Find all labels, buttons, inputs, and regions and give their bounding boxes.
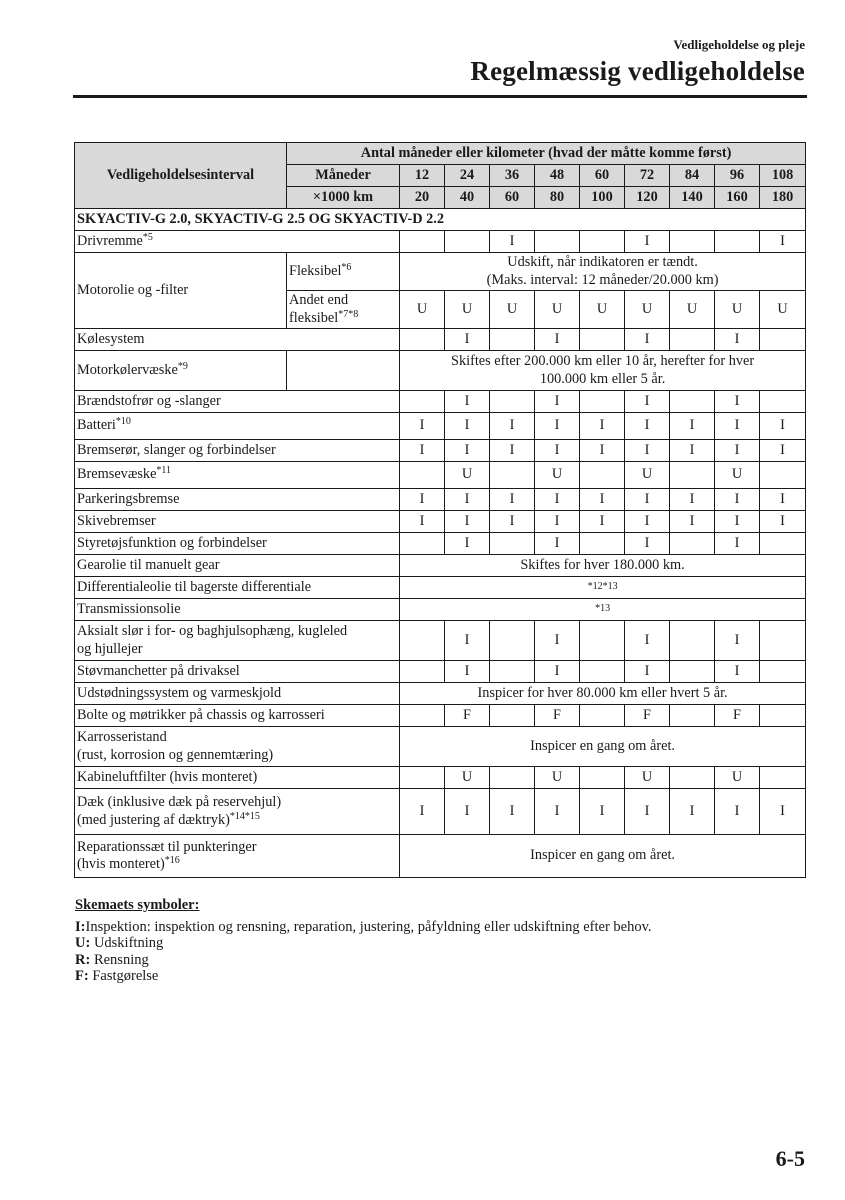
section-title: Vedligeholdelse og pleje	[673, 37, 805, 52]
cell	[535, 231, 580, 253]
cell: I	[445, 391, 490, 413]
cell	[580, 462, 625, 489]
row-label: Transmissionsolie	[75, 599, 400, 621]
cell: U	[445, 291, 490, 329]
cell: U	[715, 291, 760, 329]
table-row	[75, 533, 806, 555]
cell: U	[535, 291, 580, 329]
row-label: Brændstofrør og -slanger	[75, 391, 400, 413]
cell: I	[535, 621, 580, 661]
cell: I	[760, 440, 806, 462]
row-label: Kølesystem	[75, 329, 400, 351]
month-value: 12	[400, 165, 445, 187]
cell: I	[445, 511, 490, 533]
footnote-ref: *11	[156, 465, 172, 477]
cell	[490, 767, 535, 789]
row-label: Karrosseristand (rust, korrosion og gennemtæring)	[75, 727, 400, 767]
cell: I	[625, 391, 670, 413]
cell: I	[625, 413, 670, 440]
cell	[400, 621, 445, 661]
cell: I	[760, 511, 806, 533]
row-label: Motorolie og -filter	[75, 253, 287, 329]
month-value: 84	[670, 165, 715, 187]
cell	[580, 661, 625, 683]
table-row	[75, 705, 806, 727]
cell: F	[445, 705, 490, 727]
cell: I	[445, 661, 490, 683]
cell: I	[715, 661, 760, 683]
cell: I	[535, 329, 580, 351]
month-value: 60	[580, 165, 625, 187]
legend-title: Skemaets symboler:	[75, 897, 200, 913]
cell	[670, 533, 715, 555]
cell: I	[445, 329, 490, 351]
row-label: Kabineluftfilter (hvis monteret)	[75, 767, 400, 789]
row-label: Batteri$^{*10}$	[75, 413, 400, 440]
cell	[400, 329, 445, 351]
cell	[400, 767, 445, 789]
cell: I	[535, 440, 580, 462]
cell: I	[625, 621, 670, 661]
cell	[490, 705, 535, 727]
page-title: Regelmæssig vedligeholdelse	[470, 56, 805, 86]
footnote-ref: *7*8	[338, 308, 359, 320]
cell: U	[400, 291, 445, 329]
cell	[715, 231, 760, 253]
cell: I	[760, 231, 806, 253]
km-value: 100	[580, 187, 625, 209]
km-value: 60	[490, 187, 535, 209]
cell	[760, 767, 806, 789]
km-value: 160	[715, 187, 760, 209]
month-value: 48	[535, 165, 580, 187]
month-value: 36	[490, 165, 535, 187]
engine-section-row	[75, 209, 806, 231]
merged-cell: Skiftes for hver 180.000 km.	[400, 555, 806, 577]
month-value: 108	[760, 165, 806, 187]
legend-item: R: Rensning	[75, 951, 149, 968]
table-row	[75, 621, 806, 661]
table-row	[75, 253, 806, 291]
cell: I	[445, 413, 490, 440]
cell	[490, 661, 535, 683]
cell: U	[715, 767, 760, 789]
cell	[670, 767, 715, 789]
months-km-header: Antal måneder eller kilometer (hvad der måtte komme først)	[287, 143, 806, 165]
cell: I	[670, 789, 715, 835]
cell	[490, 533, 535, 555]
cell: U	[625, 767, 670, 789]
cell: I	[580, 440, 625, 462]
km-value: 40	[445, 187, 490, 209]
cell: I	[490, 440, 535, 462]
empty-cell	[287, 351, 400, 391]
cell	[760, 533, 806, 555]
footnote-ref: *5	[142, 231, 153, 243]
cell: I	[670, 440, 715, 462]
legend-item: U: Udskiftning	[75, 935, 164, 951]
header-rule	[73, 95, 807, 98]
table-row	[75, 577, 806, 599]
cell: I	[715, 329, 760, 351]
cell	[670, 621, 715, 661]
cell: I	[715, 533, 760, 555]
table-row	[75, 351, 806, 391]
maintenance-schedule-table	[74, 142, 806, 878]
cell: F	[715, 705, 760, 727]
footnote-cell: *13	[400, 599, 806, 621]
km-value: 140	[670, 187, 715, 209]
cell	[400, 391, 445, 413]
cell	[760, 329, 806, 351]
cell: I	[445, 489, 490, 511]
merged-cell: Skiftes efter 200.000 km eller 10 år, herefter for hver 100.000 km eller 5 år.	[400, 351, 806, 391]
cell: I	[490, 231, 535, 253]
header-row-top	[75, 143, 806, 165]
cell: I	[715, 621, 760, 661]
cell	[580, 231, 625, 253]
row-label: Bolte og møtrikker på chassis og karrosseri	[75, 705, 400, 727]
footnote-cell: *12*13	[400, 577, 806, 599]
cell: I	[715, 391, 760, 413]
cell: U	[760, 291, 806, 329]
merged-cell: Inspicer en gang om året.	[400, 835, 806, 878]
cell: I	[535, 511, 580, 533]
cell: U	[445, 462, 490, 489]
cell: I	[535, 661, 580, 683]
footnote-ref: *6	[341, 261, 352, 273]
cell	[760, 462, 806, 489]
row-label: Motorkølervæske$^{*9}$	[75, 351, 287, 391]
cell: I	[490, 489, 535, 511]
cell	[400, 462, 445, 489]
cell: I	[400, 489, 445, 511]
table-row	[75, 835, 806, 878]
cell: I	[445, 533, 490, 555]
cell	[490, 462, 535, 489]
cell: I	[490, 413, 535, 440]
cell	[400, 231, 445, 253]
cell: I	[625, 489, 670, 511]
engine-section-heading: SKYACTIV-G 2.0, SKYACTIV-G 2.5 OG SKYACTIV-D 2.2	[75, 209, 806, 231]
cell: I	[625, 789, 670, 835]
cell: U	[535, 767, 580, 789]
footnote-ref: *16	[164, 855, 180, 866]
cell: I	[445, 440, 490, 462]
cell	[580, 329, 625, 351]
footnote-ref: *10	[115, 416, 131, 428]
table-row	[75, 767, 806, 789]
row-label: Udstødningssystem og varmeskjold	[75, 683, 400, 705]
cell	[400, 661, 445, 683]
row-label: Gearolie til manuelt gear	[75, 555, 400, 577]
cell	[670, 391, 715, 413]
cell: I	[400, 511, 445, 533]
month-value: 72	[625, 165, 670, 187]
cell: I	[445, 621, 490, 661]
cell: I	[445, 789, 490, 835]
table-row	[75, 489, 806, 511]
cell: F	[535, 705, 580, 727]
table-row	[75, 462, 806, 489]
table-row	[75, 391, 806, 413]
legend-item: I:Inspektion: inspektion og rensning, reparation, justering, påfyldning eller udskiftning efter behov.	[75, 918, 652, 935]
cell	[670, 329, 715, 351]
cell	[580, 391, 625, 413]
km-value: 120	[625, 187, 670, 209]
cell: I	[670, 511, 715, 533]
legend-item: F: Fastgørelse	[75, 968, 159, 984]
cell	[400, 533, 445, 555]
table-row	[75, 231, 806, 253]
cell	[670, 661, 715, 683]
km-value: 180	[760, 187, 806, 209]
cell	[760, 705, 806, 727]
page-number: 6-5	[775, 1146, 805, 1171]
cell	[580, 705, 625, 727]
cell: I	[535, 789, 580, 835]
table-row	[75, 329, 806, 351]
merged-cell: Inspicer for hver 80.000 km eller hvert 5 år.	[400, 683, 806, 705]
cell: I	[535, 489, 580, 511]
row-label: Drivremme$^{*5}$	[75, 231, 400, 253]
cell: I	[580, 511, 625, 533]
footnote-ref: *14*15	[229, 810, 260, 822]
km-label: ×1000 km	[287, 187, 400, 209]
cell: U	[625, 462, 670, 489]
cell: U	[625, 291, 670, 329]
cell	[445, 231, 490, 253]
row-label: Parkeringsbremse	[75, 489, 400, 511]
cell	[580, 767, 625, 789]
cell	[760, 391, 806, 413]
row-label: Dæk (inklusive dæk på reservehjul) (med justering af dæktryk)$^{*14*15}$	[75, 789, 400, 835]
cell: I	[625, 661, 670, 683]
cell: U	[580, 291, 625, 329]
table-row	[75, 727, 806, 767]
row-label: Styretøjsfunktion og forbindelser	[75, 533, 400, 555]
table-row	[75, 440, 806, 462]
month-value: 96	[715, 165, 760, 187]
cell: I	[490, 511, 535, 533]
row-label: Differentialeolie til bagerste differentiale	[75, 577, 400, 599]
row-label: Støvmanchetter på drivaksel	[75, 661, 400, 683]
sub-row-label: Andet end fleksibel$^{*7*8}$	[287, 291, 400, 329]
cell: I	[535, 533, 580, 555]
km-value: 80	[535, 187, 580, 209]
cell: I	[400, 789, 445, 835]
cell: I	[670, 413, 715, 440]
cell: I	[625, 533, 670, 555]
cell: I	[400, 440, 445, 462]
cell: I	[535, 413, 580, 440]
cell	[400, 705, 445, 727]
cell: I	[580, 789, 625, 835]
cell: I	[580, 413, 625, 440]
table-row	[75, 661, 806, 683]
cell: I	[670, 489, 715, 511]
cell: I	[715, 489, 760, 511]
cell	[490, 329, 535, 351]
cell: I	[625, 511, 670, 533]
cell	[490, 391, 535, 413]
sub-row-label: Fleksibel$^{*6}$	[287, 253, 400, 291]
cell: I	[715, 440, 760, 462]
row-label: Bremsevæske$^{*11}$	[75, 462, 400, 489]
cell	[670, 231, 715, 253]
cell: I	[760, 413, 806, 440]
row-label: Aksialt slør i for- og baghjulsophæng, kugleled og hjullejer	[75, 621, 400, 661]
row-label: Skivebremser	[75, 511, 400, 533]
cell	[670, 705, 715, 727]
table-row	[75, 683, 806, 705]
cell: I	[760, 789, 806, 835]
cell: I	[535, 391, 580, 413]
row-label: Bremserør, slanger og forbindelser	[75, 440, 400, 462]
symbols-legend	[75, 897, 652, 985]
month-value: 24	[445, 165, 490, 187]
cell	[760, 661, 806, 683]
merged-cell: Udskift, når indikatoren er tændt. (Maks. interval: 12 måneder/20.000 km)	[400, 253, 806, 291]
merged-cell: Inspicer en gang om året.	[400, 727, 806, 767]
cell: U	[490, 291, 535, 329]
cell: U	[445, 767, 490, 789]
cell	[490, 621, 535, 661]
cell: F	[625, 705, 670, 727]
row-label: Reparationssæt til punkteringer (hvis monteret)$^{*16}$	[75, 835, 400, 878]
table-row	[75, 555, 806, 577]
cell: I	[625, 440, 670, 462]
cell: I	[715, 789, 760, 835]
cell	[580, 533, 625, 555]
cell: I	[580, 489, 625, 511]
km-value: 20	[400, 187, 445, 209]
table-row	[75, 789, 806, 835]
cell: I	[625, 231, 670, 253]
cell	[670, 462, 715, 489]
footnote-ref: *9	[177, 360, 188, 372]
cell: U	[670, 291, 715, 329]
months-label: Måneder	[287, 165, 400, 187]
cell	[760, 621, 806, 661]
table-row	[75, 599, 806, 621]
cell: I	[625, 329, 670, 351]
cell: U	[715, 462, 760, 489]
table-row	[75, 413, 806, 440]
cell: I	[715, 511, 760, 533]
cell: I	[490, 789, 535, 835]
interval-header: Vedligeholdelsesinterval	[75, 143, 287, 209]
cell	[580, 621, 625, 661]
table-row	[75, 511, 806, 533]
cell: U	[535, 462, 580, 489]
cell: I	[760, 489, 806, 511]
cell: I	[715, 413, 760, 440]
cell: I	[400, 413, 445, 440]
